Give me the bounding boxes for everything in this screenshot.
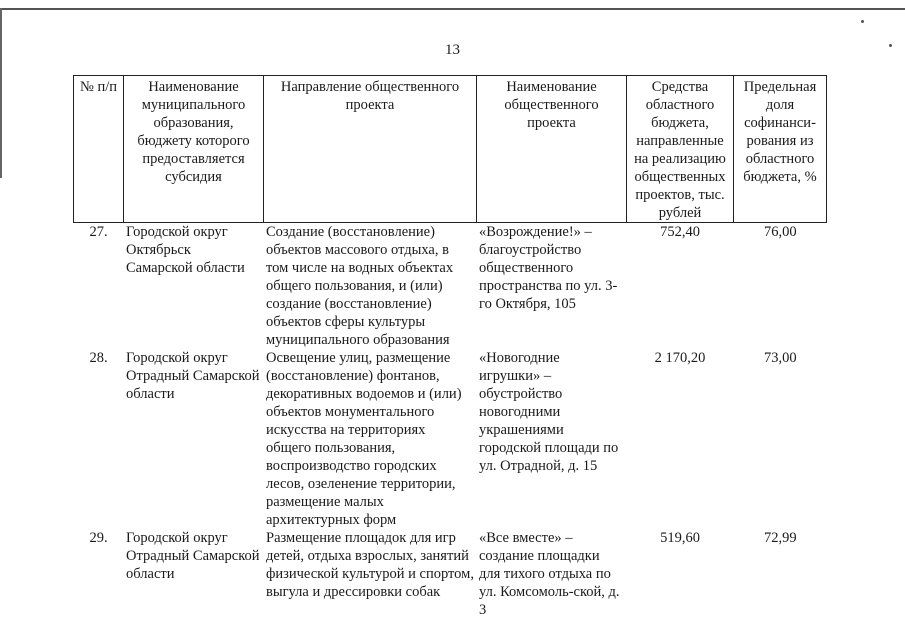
direction-cell: Размещение площадок для игр детей, отдыха взрослых, занятий физической культурой и спортом, выгула и дрессировки собак (266, 530, 474, 600)
col-header-municipality: Наименование муниципального образования, бюджету которого предоставляется субсидия (124, 76, 264, 223)
scan-speck (861, 20, 864, 23)
share-cell: 76,00 (763, 224, 797, 240)
share-cell: 73,00 (763, 350, 797, 366)
col-header-number: № п/п (74, 76, 124, 223)
funds-cell: 519,60 (660, 530, 700, 546)
share-cell: 72,99 (763, 530, 797, 546)
scan-border-top (0, 8, 905, 10)
subsidy-table (73, 75, 827, 619)
row-number: 27. (89, 224, 108, 240)
direction-cell: Освещение улиц, размещение (восстановление) фонтанов, декоративных водоемов и (или) объектов монументального искусства на территориях общего пользования, воспроизводство городских лесов, озеленение территории, размещение малых архитектурных форм (266, 350, 462, 528)
table-row (74, 223, 827, 350)
col-header-direction: Направление общественного проекта (264, 76, 477, 223)
page-number: 13 (445, 42, 460, 58)
row-number: 28. (89, 350, 108, 366)
funds-cell: 2 170,20 (654, 350, 706, 366)
project-cell: «Все вместе» – создание площадки для тихого отдыха по ул. Комсомоль-ской, д. 3 (479, 530, 620, 618)
row-number: 29. (89, 530, 108, 546)
col-header-project: Наименование общественного проекта (477, 76, 627, 223)
col-header-funds: Средства областного бюджета, направленные на реализацию общественных проектов, тыс. рублей (627, 76, 734, 223)
project-cell: «Возрождение!» – благоустройство общественного пространства по ул. 3-го Октября, 105 (479, 224, 618, 312)
table-row (74, 349, 827, 529)
municipality-cell: Городской округ Октябрьск Самарской области (126, 224, 245, 276)
direction-cell: Создание (восстановление) объектов массового отдыха, в том числе на водных объектах общего пользования, и (или) создание (восстановление) объектов сферы культуры муниципального образования (266, 224, 454, 348)
funds-cell: 752,40 (660, 224, 700, 240)
municipality-cell: Городской округ Отрадный Самарской области (126, 350, 260, 402)
table-row (74, 529, 827, 619)
table-header-row (74, 76, 827, 223)
municipality-cell: Городской округ Отрадный Самарской области (126, 530, 260, 582)
scan-border-left (0, 8, 2, 178)
col-header-share: Предельная доля софинанси-рования из областного бюджета, % (734, 76, 827, 223)
project-cell: «Новогодние игрушки» – обустройство новогодними украшениями городской площади по ул. Отрадной, д. 15 (479, 350, 619, 474)
